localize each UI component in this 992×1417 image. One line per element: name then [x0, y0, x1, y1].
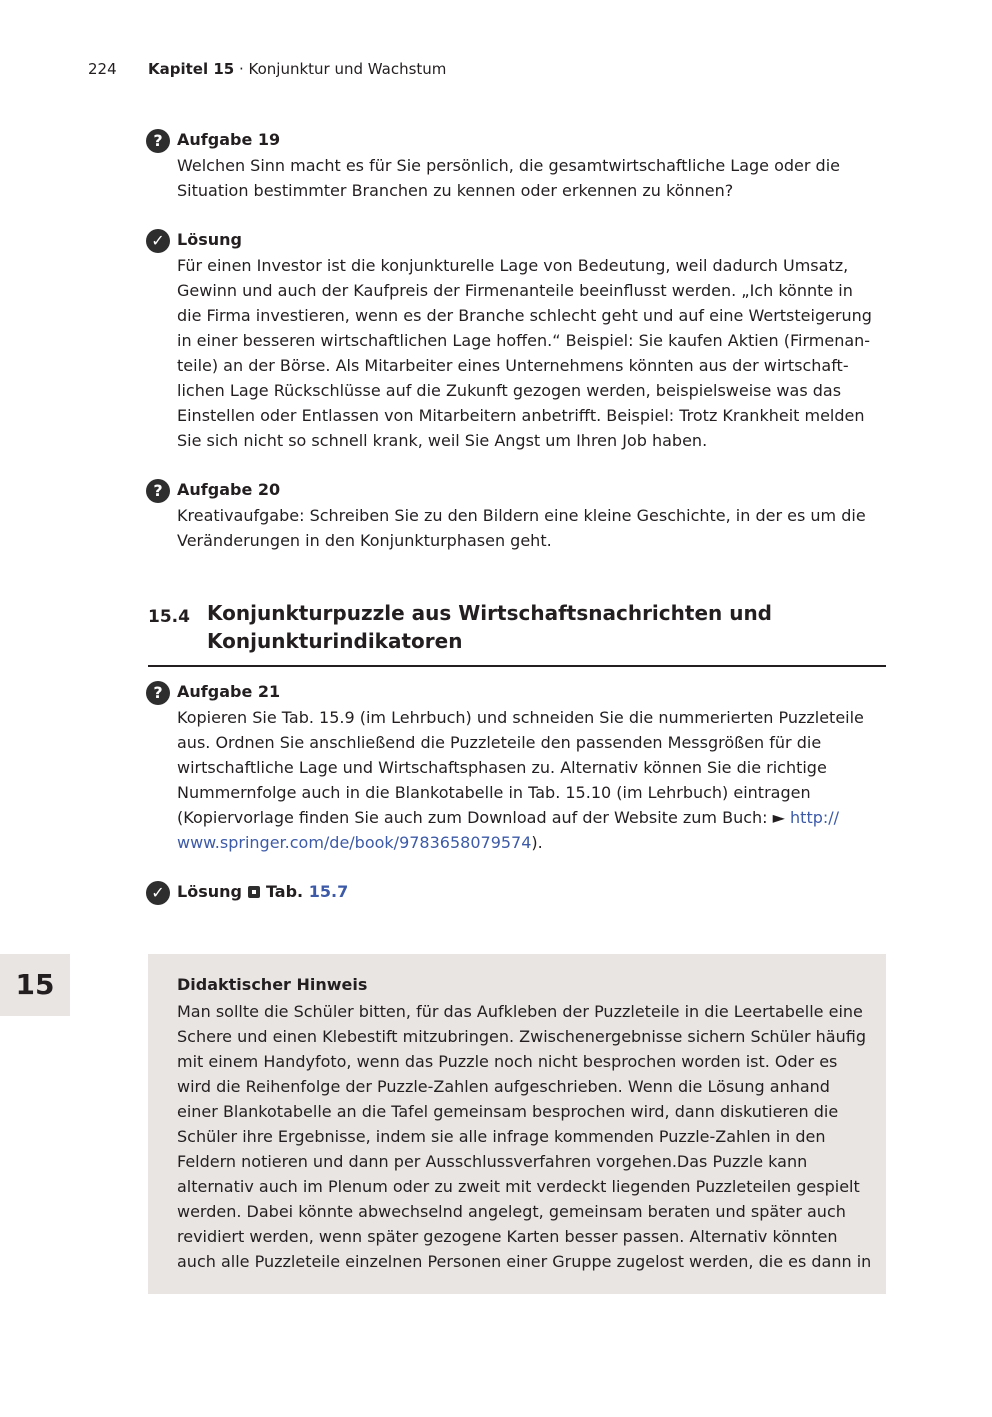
task-21-title: Aufgabe 21 — [177, 682, 281, 701]
chapter-label: Kapitel 15 — [148, 60, 235, 78]
solution-21-label: Lösung — [177, 882, 242, 901]
section-title — [207, 599, 772, 655]
task-20 — [146, 478, 886, 553]
section-number: 15.4 — [148, 607, 190, 627]
question-icon: ? — [146, 129, 170, 153]
text-line: Welchen Sinn macht es für Sie persönlich, die gesamtwirtschaftliche Lage oder die — [177, 156, 840, 175]
text-line: Man sollte die Schüler bitten, für das Aufkleben der Puzzleteile in die Leertabelle eine — [177, 1002, 863, 1021]
question-icon: ? — [146, 681, 170, 705]
text-line: werden. Dabei könnte abwechselnd angelegt, gemeinsam beraten und später auch — [177, 1202, 846, 1221]
table-reference-icon — [248, 886, 260, 898]
text-line: auch alle Puzzleteile einzelnen Personen einer Gruppe zugelost werden, die es dann in — [177, 1252, 872, 1271]
download-link-part1[interactable]: http:// — [790, 808, 840, 827]
solution-19-text — [177, 253, 872, 453]
solution-19-title: Lösung — [177, 230, 242, 249]
text-line: Für einen Investor ist die konjunkturelle Lage von Bedeutung, weil dadurch Umsatz, — [177, 256, 849, 275]
task-19-text — [177, 153, 867, 203]
table-reference-label: Tab. — [265, 882, 304, 901]
text-line — [177, 830, 867, 855]
hint-text — [177, 999, 872, 1274]
solution-21 — [146, 880, 886, 905]
task-21 — [146, 680, 886, 855]
text-line: teile) an der Börse. Als Mitarbeiter eines Unternehmens könnten aus der wirtschaft- — [177, 356, 849, 375]
text-line: Kreativaufgabe: Schreiben Sie zu den Bildern eine kleine Geschichte, in der es um die — [177, 506, 866, 525]
checkmark-icon: ✓ — [146, 229, 170, 253]
task-20-title: Aufgabe 20 — [177, 480, 281, 499]
solution-19 — [146, 228, 886, 453]
question-icon: ? — [146, 479, 170, 503]
chapter-title: · Konjunktur und Wachstum — [234, 60, 447, 78]
text-line: Kopieren Sie Tab. 15.9 (im Lehrbuch) und schneiden Sie die nummerierten Puzzleteile — [177, 708, 864, 727]
text-line: Veränderungen in den Konjunkturphasen geht. — [177, 531, 552, 550]
text-line: Einstellen oder Entlassen von Mitarbeitern anbetrifft. Beispiel: Trotz Krankheit melden — [177, 406, 865, 425]
text-line: mit einem Handyfoto, wenn das Puzzle noch nicht besprochen worden ist. Oder es — [177, 1052, 838, 1071]
text-line: einer Blankotabelle an die Tafel gemeinsam besprochen wird, dann diskutieren die — [177, 1102, 839, 1121]
text-line: Feldern notieren und dann per Ausschlussverfahren vorgehen.Das Puzzle kann — [177, 1152, 808, 1171]
running-title — [148, 60, 446, 78]
task-20-text — [177, 503, 867, 553]
section-title-line: Konjunkturpuzzle aus Wirtschaftsnachrichten und — [207, 601, 772, 625]
text-line: Schere und einen Klebestift mitzubringen. Zwischenergebnisse sichern Schüler häufig — [177, 1027, 866, 1046]
text-line: revidiert werden, wenn später gezogene Karten besser passen. Alternativ könnten — [177, 1227, 838, 1246]
text-line: Gewinn und auch der Kaufpreis der Firmenanteile beeinflusst werden. „Ich könnte in — [177, 281, 853, 300]
chapter-tab: 15 — [0, 954, 70, 1016]
text-line: in einer besseren wirtschaftlichen Lage hoffen.“ Beispiel: Sie kaufen Aktien (Firmenan- — [177, 331, 871, 350]
text-line: alternativ auch im Plenum oder zu zweit mit verdeckt liegenden Puzzleteilen gespielt — [177, 1177, 860, 1196]
text-line: Situation bestimmter Branchen zu kennen oder erkennen zu können? — [177, 181, 734, 200]
task-19-title: Aufgabe 19 — [177, 130, 281, 149]
solution-21-title — [177, 882, 348, 901]
text-line: Schüler ihre Ergebnisse, indem sie alle infrage kommenden Puzzle-Zahlen in den — [177, 1127, 826, 1146]
checkmark-icon: ✓ — [146, 881, 170, 905]
text-line: aus. Ordnen Sie anschließend die Puzzleteile den passenden Messgrößen für die — [177, 733, 822, 752]
table-reference-link[interactable]: 15.7 — [308, 882, 349, 901]
text-line: Nummernfolge auch in die Blankotabelle in Tab. 15.10 (im Lehrbuch) eintragen — [177, 783, 811, 802]
download-link-part2[interactable]: www.springer.com/de/book/9783658079574 — [177, 833, 532, 852]
task-19 — [146, 128, 886, 203]
text-line: wirtschaftliche Lage und Wirtschaftsphasen zu. Alternativ können Sie die richtige — [177, 758, 827, 777]
task-21-text — [177, 705, 867, 855]
hint-title: Didaktischer Hinweis — [177, 975, 368, 994]
text-line — [177, 805, 867, 830]
section-heading — [148, 599, 886, 667]
text-line: wird die Reihenfolge der Puzzle-Zahlen aufgeschrieben. Wenn die Lösung anhand — [177, 1077, 830, 1096]
didactic-hint-box — [148, 954, 886, 1294]
text-line: die Firma investieren, wenn es der Branche schlecht geht und auf eine Wertsteigerung — [177, 306, 872, 325]
text-line: lichen Lage Rückschlüsse auf die Zukunft gezogen werden, beispielsweise was das — [177, 381, 842, 400]
text-line: Sie sich nicht so schnell krank, weil Sie Angst um Ihren Job haben. — [177, 431, 708, 450]
closing-text: ). — [531, 833, 543, 852]
page-number: 224 — [88, 60, 117, 78]
download-text: (Kopiervorlage finden Sie auch zum Download auf der Website zum Buch: ► — [177, 808, 791, 827]
section-title-line: Konjunkturindikatoren — [207, 629, 463, 653]
